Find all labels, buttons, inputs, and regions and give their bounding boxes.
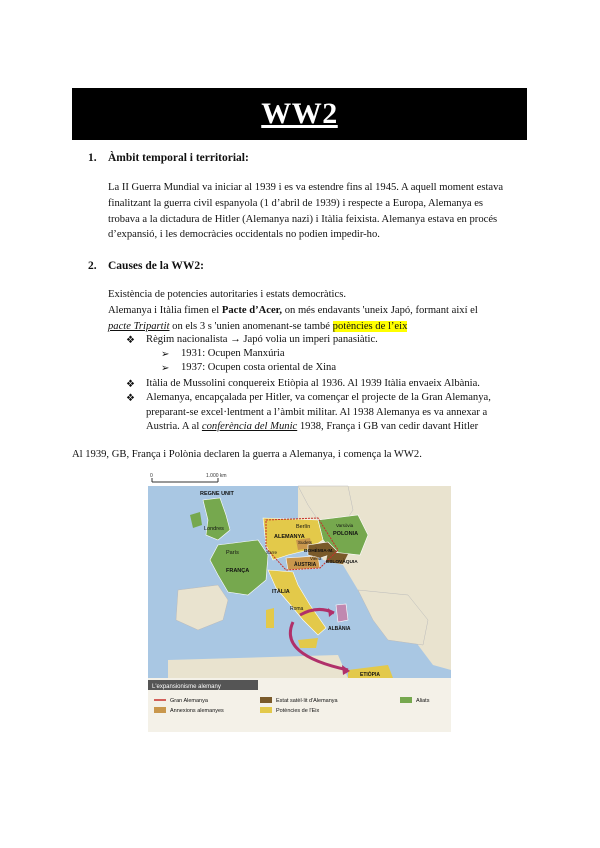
label-regne-unit: REGNE UNIT bbox=[200, 491, 234, 497]
section-2-paragraph bbox=[108, 287, 538, 334]
label-viena: Viena bbox=[310, 556, 322, 561]
sub-bullet-item: 1937: Ocupen costa oriental de Xina bbox=[181, 362, 337, 373]
paragraph-line: pacte Tripartit on els 3 s 'unien anomenant-se també potències de l’eix bbox=[108, 320, 408, 332]
section-2-heading: Causes de la WW2: bbox=[108, 260, 204, 272]
legend-item: Aliats bbox=[416, 698, 430, 704]
paragraph-line: Alemanya i Itàlia fimen el Pacte d’Acer, on més endavants 'uneix Japó, formant així el bbox=[108, 304, 478, 316]
legend-item: Estat satèl·lit d'Alemanya bbox=[276, 698, 338, 704]
section-2-number: 2. bbox=[88, 260, 97, 272]
label-paris: París bbox=[226, 550, 239, 556]
legend-item: Gran Alemanya bbox=[170, 698, 208, 704]
section-1-paragraph bbox=[108, 180, 528, 243]
bullet-item: Règim nacionalista → Japó volia un imperi panasiàtic. bbox=[146, 334, 378, 345]
arrow-bullet-icon: ➢ bbox=[161, 349, 170, 360]
label-etiopia: ETIÒPIA bbox=[360, 672, 381, 678]
conferencia-munic-link[interactable]: conferència del Munic bbox=[201, 421, 298, 432]
pacte-tripartit-link[interactable]: pacte Tripartit bbox=[108, 320, 170, 332]
label-berlin: Berlín bbox=[296, 524, 311, 530]
label-franca: FRANÇA bbox=[226, 568, 250, 574]
section-1-number: 1. bbox=[88, 152, 97, 164]
europe-map bbox=[148, 470, 451, 732]
highlighted-text: potències de l’eix bbox=[332, 320, 408, 332]
legend-swatch-annex bbox=[154, 707, 166, 713]
paragraph-line: La II Guerra Mundial va iniciar al 1939 i es va estendre fins al 1945. A aquell moment estava bbox=[108, 182, 504, 193]
page-title: WW2 bbox=[261, 97, 338, 130]
bullet-item: Alemanya, encapçalada per Hitler, va començar el projecte de la Gran Alemanya, preparant-se excel·lentment a l’àmbit militar. Al 1938 Alemanya es va annexar a Austria. A al conferència del Munic 1938, França i GB van cedir davant Hitler bbox=[146, 392, 491, 432]
paragraph-line: finalitzant la guerra civil espanyola (1 d’abril de 1939) i respecte a Europa, Alemanya es bbox=[108, 197, 484, 209]
scale-label: 1.000 km bbox=[206, 473, 227, 479]
paragraph-line: d’expansió, i les democràcies occidentals no podien impedir-ho. bbox=[108, 229, 380, 241]
bullet-icon: ❖ bbox=[126, 335, 135, 346]
title-banner bbox=[72, 88, 527, 140]
label-albania: ALBÀNIA bbox=[328, 626, 351, 632]
label-polonia: POLONIA bbox=[333, 531, 359, 537]
bullet-icon: ❖ bbox=[126, 379, 135, 390]
label-londres: Londres bbox=[204, 526, 224, 532]
legend-item: Annexions alemanyes bbox=[170, 708, 224, 714]
label-italia: ITÀLIA bbox=[272, 589, 290, 595]
label-alemanya: ALEMANYA bbox=[274, 534, 305, 540]
label-sarre: Sarre bbox=[266, 550, 278, 555]
label-varsovia: Varsòvia bbox=[336, 523, 354, 528]
paragraph-line: Existència de potencies autoritaries i estats democràtics. bbox=[108, 289, 346, 300]
paragraph-line: trobava a la dictadura de Hitler (Alemanya nazi) i Itàlia feixista. Alemanya estava en procés bbox=[108, 213, 498, 225]
label-sudets: Sudets bbox=[298, 540, 313, 545]
label-roma: Roma bbox=[290, 606, 304, 612]
label-bohemia: BOHÈMIA-M. bbox=[304, 549, 334, 554]
scale-zero: 0 bbox=[150, 473, 153, 479]
section-1-heading: Àmbit temporal i territorial: bbox=[108, 152, 249, 164]
label-austria: ÀUSTRIA bbox=[294, 562, 317, 568]
label-eslovaquia: ESLOVÀQUIA bbox=[326, 560, 358, 565]
europe-map-figure bbox=[148, 470, 451, 732]
sub-bullet-item: 1931: Ocupen Manxúria bbox=[181, 348, 285, 359]
pacte-acer: Pacte d’Acer, bbox=[221, 304, 283, 316]
albania-region bbox=[336, 604, 348, 622]
legend-item: Potències de l'Eix bbox=[276, 708, 320, 714]
bullet-icon: ❖ bbox=[126, 393, 135, 404]
bullet-item: Itàlia de Mussolini conquereix Etiòpia al 1936. Al 1939 Itàlia envaeix Albània. bbox=[146, 378, 480, 389]
arrow-bullet-icon: ➢ bbox=[161, 363, 170, 374]
legend-title: L'expansionisme alemany bbox=[152, 684, 221, 690]
legend-swatch-axis bbox=[260, 707, 272, 713]
legend-swatch-allies bbox=[400, 697, 412, 703]
legend-swatch-satellite bbox=[260, 697, 272, 703]
closing-sentence: Al 1939, GB, França i Polònia declaren la guerra a Alemanya, i comença la WW2. bbox=[72, 449, 422, 460]
